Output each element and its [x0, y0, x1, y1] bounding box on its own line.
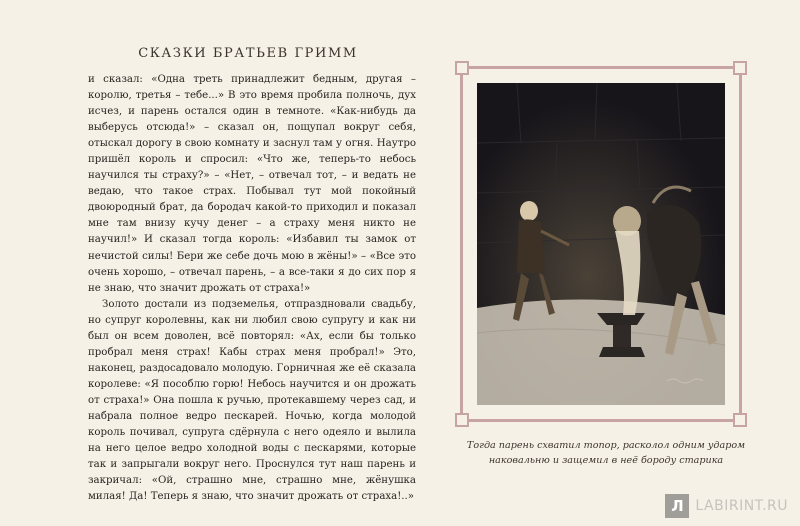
frame-corner-ornament — [733, 413, 747, 427]
caption-line: наковальню и защемил в неё бороду старика — [488, 455, 724, 466]
watermark — [665, 494, 788, 518]
body-text — [88, 72, 416, 505]
illustration-artwork — [477, 83, 725, 405]
frame-corner-ornament — [455, 61, 469, 75]
caption-line: Тогда парень схватил топор, расколол одним ударом — [466, 440, 746, 451]
paragraph-1: и сказал: «Одна треть принадлежит бедным, другая – королю, третья – тебе...» В это время пробила полночь, дух исчез, и парень остался один в темноте. «Как-нибудь да выберусь отсюда!» – сказал он, пощупал вокруг себя, отыскал дорогу в свою комнату и заснул там у огня. Наутро пришёл король и спросил: «Что же, теперь-то небось научился ты страху?» – «Нет, – отвечал тот, – и ведать не ведаю, что такое страх. Побывал тут мой покойный двоюродный брат, да бородач какой-то приходил и показал мне там внизу кучу денег – а страху меня никто не научил!» И сказал тогда король: «Избавил ты замок от нечистой силы! Бери же себе дочь мою в жёны!» – «Все это очень хорошо, – отвечал парень, – а все-таки я до сих пор я не знаю, что значит дрожать от страха!» — [88, 74, 416, 294]
illustration-caption — [446, 438, 766, 468]
watermark-text: LABIRINT.RU — [695, 498, 788, 514]
frame-corner-ornament — [733, 61, 747, 75]
right-page — [432, 0, 800, 526]
illustration — [477, 83, 725, 405]
paragraph-2: Золото достали из подземелья, отпраздновали свадьбу, но супруг королевны, как ни любил свою супругу и как ни был он всем доволен, всё повторял: «Ах, если бы только пробрал меня страх! Кабы страх меня пробрал!» Это, наконец, раздосадовало молодую. Горничная же её сказала королеве: «Я пособлю горю! Небось научится и он дрожать от страха!» Она пошла к ручью, протекавшему через сад, и набрала полное ведро пескарей. Ночью, когда молодой король почивал, супруга сдёрнула с него одеяло и вылила на него целое ведро холодной воды с пескарями, которые так и запрыгали вокруг него. Проснулся тут наш парень и закричал: «Ой, страшно мне, страшно мне, жёнушка милая! Да! Теперь я знаю, что значит дрожать от страха!..» — [88, 298, 416, 503]
running-head: СКАЗКИ БРАТЬЕВ ГРИММ — [138, 46, 358, 61]
illustration-frame — [460, 66, 742, 422]
frame-corner-ornament — [455, 413, 469, 427]
labirint-logo-icon: Л — [665, 494, 689, 518]
